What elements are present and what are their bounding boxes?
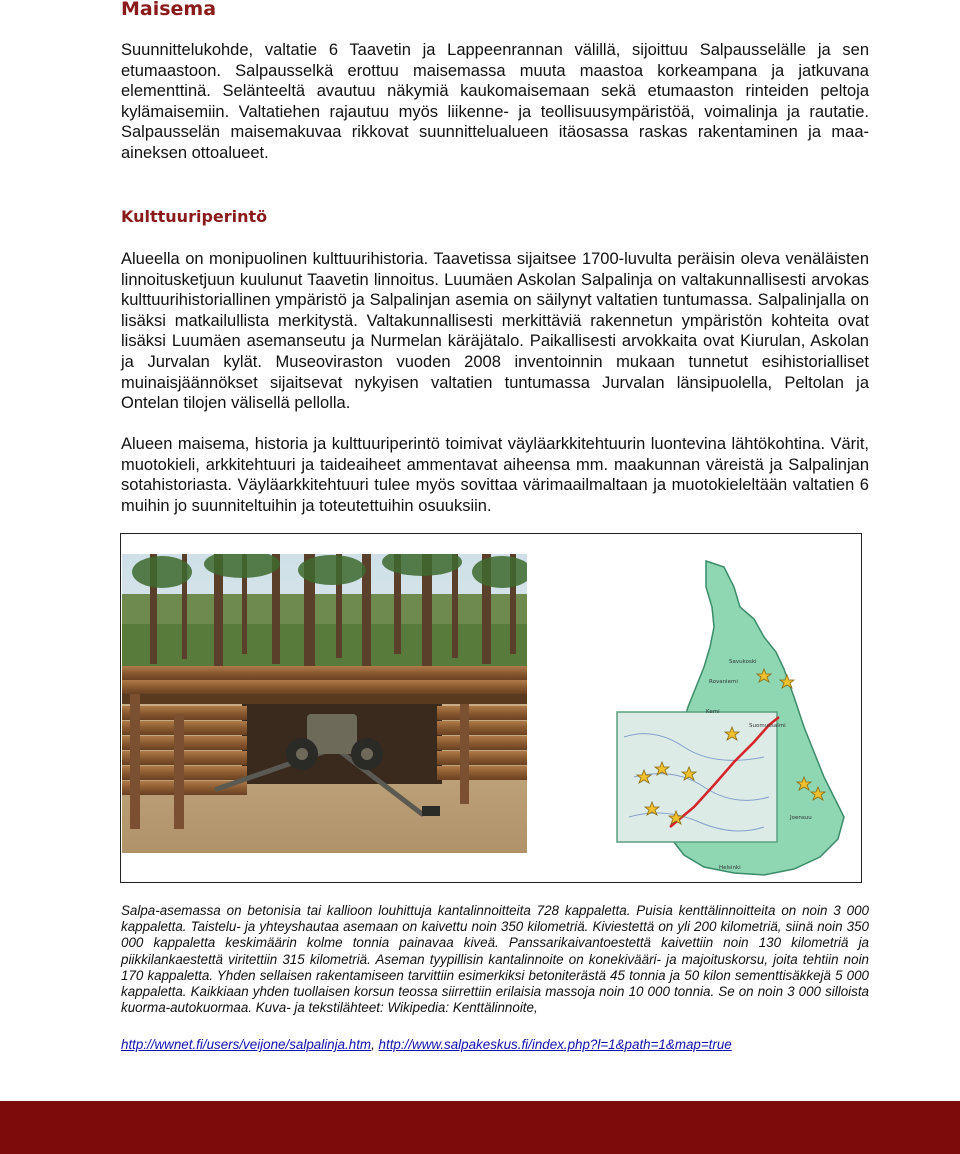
map-label-joensuu: Joensuu <box>790 815 812 821</box>
source-link-wwnet[interactable]: http://wwnet.fi/users/veijone/salpalinja.htm <box>121 1037 372 1052</box>
map-label-suomussalmi: Suomussalmi <box>749 723 786 729</box>
footer-bar <box>0 1101 960 1154</box>
paragraph-kulttuurihistoria: Alueella on monipuolinen kulttuurihistoria. Taavetissa sijaitsee 1700-luvulta peräisin oleva venäläisten linnoitusketjuun kuulunut Taavetin linnoitus. Luumäen Askolan Salpalinja on valtakunnallisesti arvokas kulttuurihistoriallinen ympäristö ja Salpalinjan asemia on säilynyt valtatien tuntumassa. Salpalinjalla on lisäksi matkailullista merkitystä. Valtakunnallisesti merkittäviä rakennetun ympäristön kohteita ovat lisäksi Luumäen asemanseutu ja Nurmelan käräjätalo. Paikallisesti arvokkaita ovat Kiurulan, Askolan ja Jurvalan kylät. Museoviraston vuoden 2008 inventoinnin mukaan tunnetut esihistorialliset muinaisjäännökset sijaitsevat nykyisen valtatien tuntumassa Jurvalan länsipuolella, Peltolan ja Ontelan tilojen välisellä pellolla. <box>121 250 869 413</box>
map-label-helsinki: Helsinki <box>719 865 741 871</box>
figure-caption: Salpa-asemassa on betonisia tai kallioon louhittuja kantalinnoitteita 728 kappaletta. Puisia kenttälinnoitteita on noin 3 000 kappaletta. Taistelu- ja yhteyshautaa asemaan on kaivettu noin 350 kilometriä. Kiviestettä on yli 200 kilometriä, siinä noin 350 000 kappaletta keskimäärin kolme tonnia painavaa kiveä. Panssarikaivantoestettä kaivettiin noin 130 kilometriä ja piikkilankaestettä viritettiin 315 kilometriä. Aseman tyypillisin kantalinnoite on konekivääri- ja majoituskorsu, joita tehtiin noin 170 kappaletta. Yhden sellaisen rakentamiseen tarvittiin esimerkiksi betoniterästä 45 tonnia ja 50 kilon sementtisäkkejä 5 000 kappaletta. Kaikkiaan yhden tuollaisen korsun teossa siirrettiin erilaisia massoja noin 10 000 tonnia. Se on noin 3 000 silloista kuorma-autokuormaa. Kuva- ja tekstilähteet: Wikipedia: Kenttälinnoite, <box>121 903 869 1016</box>
section-heading-kulttuuriperinto: Kulttuuriperintö <box>121 207 268 226</box>
bunker-photo <box>122 554 527 853</box>
figure-frame <box>120 533 862 883</box>
finland-map <box>614 557 861 880</box>
map-label-savukoski: Savukoski <box>729 659 757 665</box>
section-heading-maisema: Maisema <box>121 0 217 20</box>
source-links <box>121 1037 732 1052</box>
map-label-kemi: Kemi <box>706 709 720 715</box>
map-label-rovaniemi: Rovaniemi <box>709 679 738 685</box>
link-separator: , <box>371 1037 379 1052</box>
paragraph-maisema: Suunnittelukohde, valtatie 6 Taavetin ja Lappeenrannan välillä, sijoittuu Salpausselälle ja sen etumaastoon. Salpausselkä erottuu maisemassa muuta maastoa korkeampana ja jatkuvana elementtinä. Selänteeltä avautuu näkymiä kaukomaisemaan sekä etumaaston rinteiden peltoja kylämaisemiin. Valtatiehen rajautuu myös liikenne- ja teollisuusympäristöä, voimalinja ja rautatie. Salpausselän maisemakuvaa rikkovat suunnittelualueen itäosassa raskas rakentaminen ja maa-aineksen ottoalueet. <box>121 41 869 162</box>
source-link-salpakeskus[interactable]: http://www.salpakeskus.fi/index.php?l=1&path=1&map=true <box>378 1037 732 1052</box>
paragraph-vaylaarkkitehtuuri: Alueen maisema, historia ja kulttuuriperintö toimivat väyläarkkitehtuurin luontevina lähtökohtina. Värit, muotokieli, arkkitehtuuri ja taideaiheet ammentavat aiheensa mm. maakunnan väreistä ja Salpalinjan sotahistoriasta. Väyläarkkitehtuuri tulee myös sovittaa värimaailmaltaan ja muotokieleltään valtatien 6 muihin jo suunniteltuihin ja toteutettuihin osuuksiin. <box>121 435 869 515</box>
